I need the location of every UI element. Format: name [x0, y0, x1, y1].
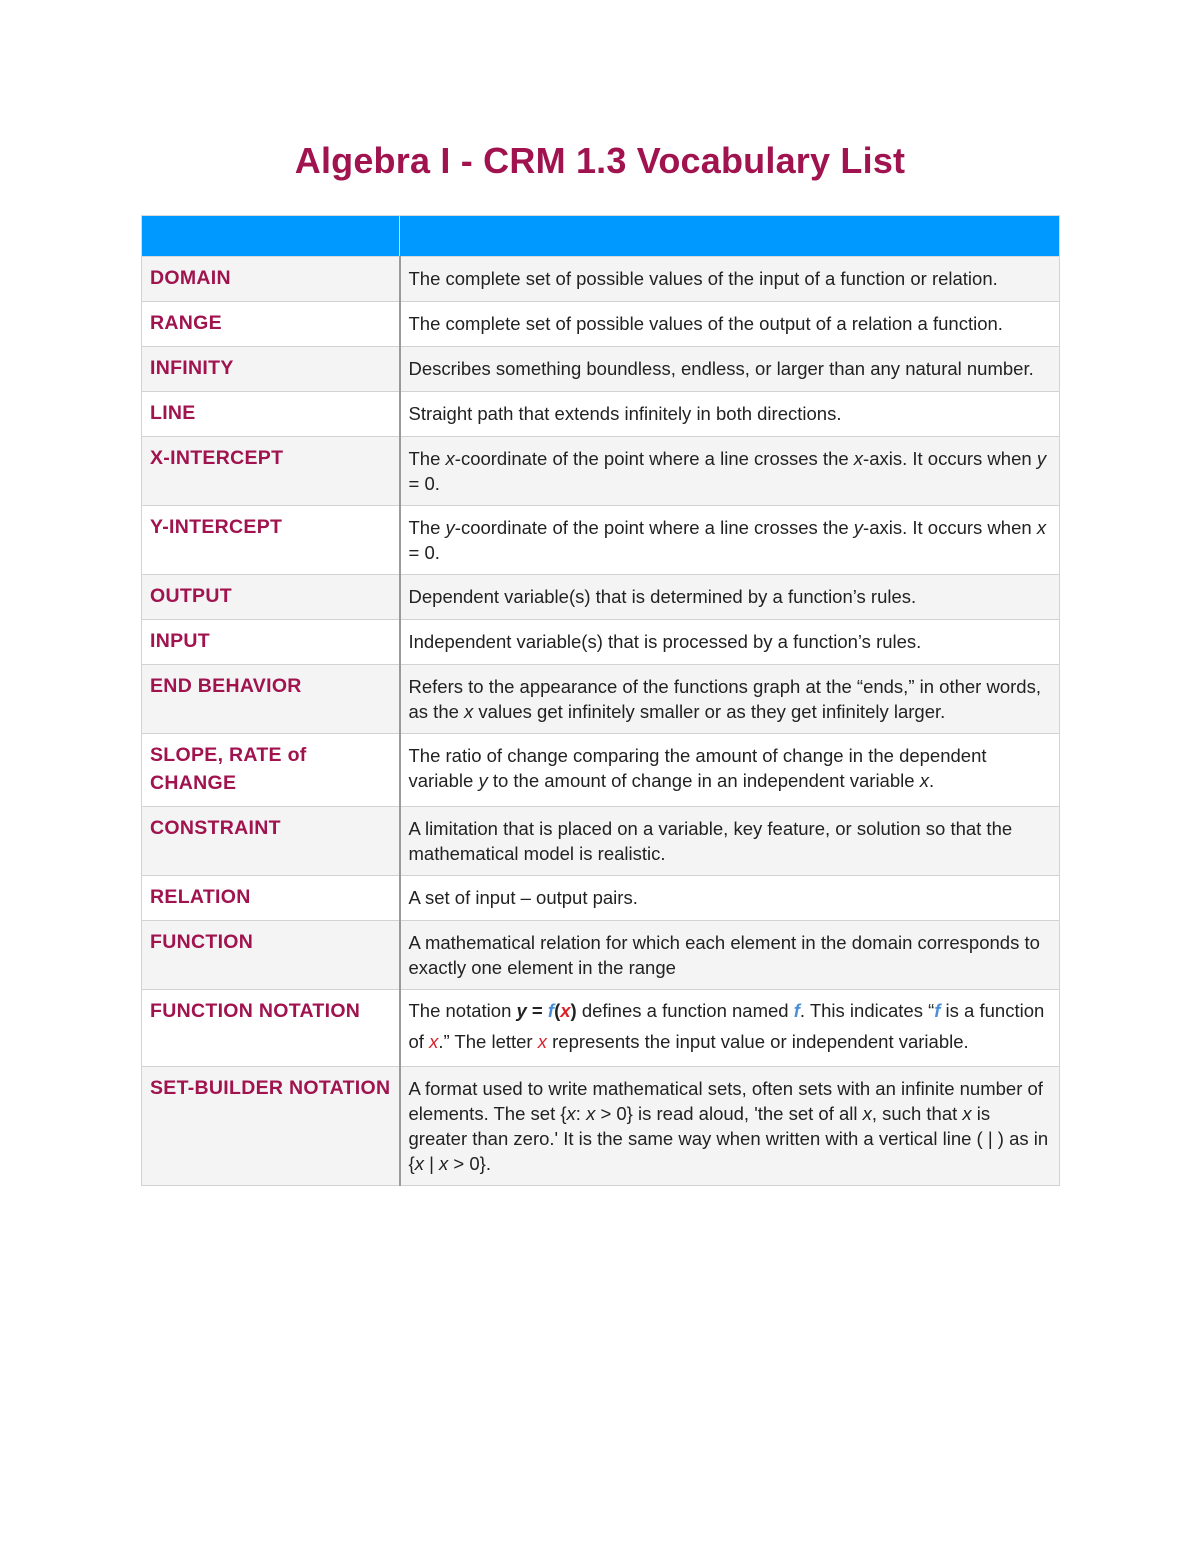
- table-row: [142, 257, 1060, 302]
- table-row: [142, 437, 1060, 506]
- term-cell: LINE: [142, 392, 400, 437]
- term-cell: RELATION: [142, 876, 400, 921]
- header-cell-definition: [400, 216, 1060, 257]
- table-row: [142, 302, 1060, 347]
- term-cell: FUNCTION NOTATION: [142, 990, 400, 1067]
- table-row: [142, 347, 1060, 392]
- vocabulary-table: [141, 215, 1060, 1186]
- table-row: [142, 807, 1060, 876]
- table-row: [142, 990, 1060, 1067]
- definition-cell: Refers to the appearance of the functions graph at the “ends,” in other words, as the x values get infinitely smaller or as they get infinitely larger.: [400, 665, 1060, 734]
- table-header-bar: [142, 216, 1060, 257]
- definition-cell: The x-coordinate of the point where a line crosses the x-axis. It occurs when y = 0.: [400, 437, 1060, 506]
- term-cell: Y-INTERCEPT: [142, 506, 400, 575]
- term-cell: RANGE: [142, 302, 400, 347]
- term-cell: SET-BUILDER NOTATION: [142, 1067, 400, 1186]
- term-cell: INPUT: [142, 620, 400, 665]
- definition-cell: A format used to write mathematical sets, often sets with an infinite number of elements. The set {x: x > 0} is read aloud, 'the set of all x, such that x is greater than zero.' It is the same way when written with a vertical line ( | ) as in {x | x > 0}.: [400, 1067, 1060, 1186]
- table-row: [142, 734, 1060, 807]
- table-row: [142, 620, 1060, 665]
- definition-cell: Dependent variable(s) that is determined by a function’s rules.: [400, 575, 1060, 620]
- term-cell: SLOPE, RATE of CHANGE: [142, 734, 400, 807]
- table-row: [142, 876, 1060, 921]
- table-row: [142, 575, 1060, 620]
- term-cell: INFINITY: [142, 347, 400, 392]
- definition-cell: The notation y = f(x) defines a function named f. This indicates “f is a function of x.” The letter x represents the input value or independent variable.: [400, 990, 1060, 1067]
- definition-cell: Describes something boundless, endless, or larger than any natural number.: [400, 347, 1060, 392]
- term-cell: FUNCTION: [142, 921, 400, 990]
- definition-cell: Straight path that extends infinitely in both directions.: [400, 392, 1060, 437]
- definition-cell: The y-coordinate of the point where a line crosses the y-axis. It occurs when x = 0.: [400, 506, 1060, 575]
- term-cell: X-INTERCEPT: [142, 437, 400, 506]
- definition-cell: A mathematical relation for which each element in the domain corresponds to exactly one element in the range: [400, 921, 1060, 990]
- definition-cell: Independent variable(s) that is processed by a function’s rules.: [400, 620, 1060, 665]
- definition-cell: The complete set of possible values of the input of a function or relation.: [400, 257, 1060, 302]
- header-cell-term: [142, 216, 400, 257]
- definition-cell: A set of input – output pairs.: [400, 876, 1060, 921]
- table-row: [142, 506, 1060, 575]
- table-row: [142, 921, 1060, 990]
- table-row: [142, 665, 1060, 734]
- term-cell: END BEHAVIOR: [142, 665, 400, 734]
- table-row: [142, 1067, 1060, 1186]
- equation: y = f(x): [516, 1000, 577, 1021]
- term-cell: CONSTRAINT: [142, 807, 400, 876]
- definition-cell: The complete set of possible values of the output of a relation a function.: [400, 302, 1060, 347]
- definition-cell: The ratio of change comparing the amount of change in the dependent variable y to the amount of change in an independent variable x.: [400, 734, 1060, 807]
- term-cell: DOMAIN: [142, 257, 400, 302]
- page-title: Algebra I - CRM 1.3 Vocabulary List: [294, 140, 906, 181]
- term-cell: OUTPUT: [142, 575, 400, 620]
- definition-cell: A limitation that is placed on a variable, key feature, or solution so that the mathematical model is realistic.: [400, 807, 1060, 876]
- table-row: [142, 392, 1060, 437]
